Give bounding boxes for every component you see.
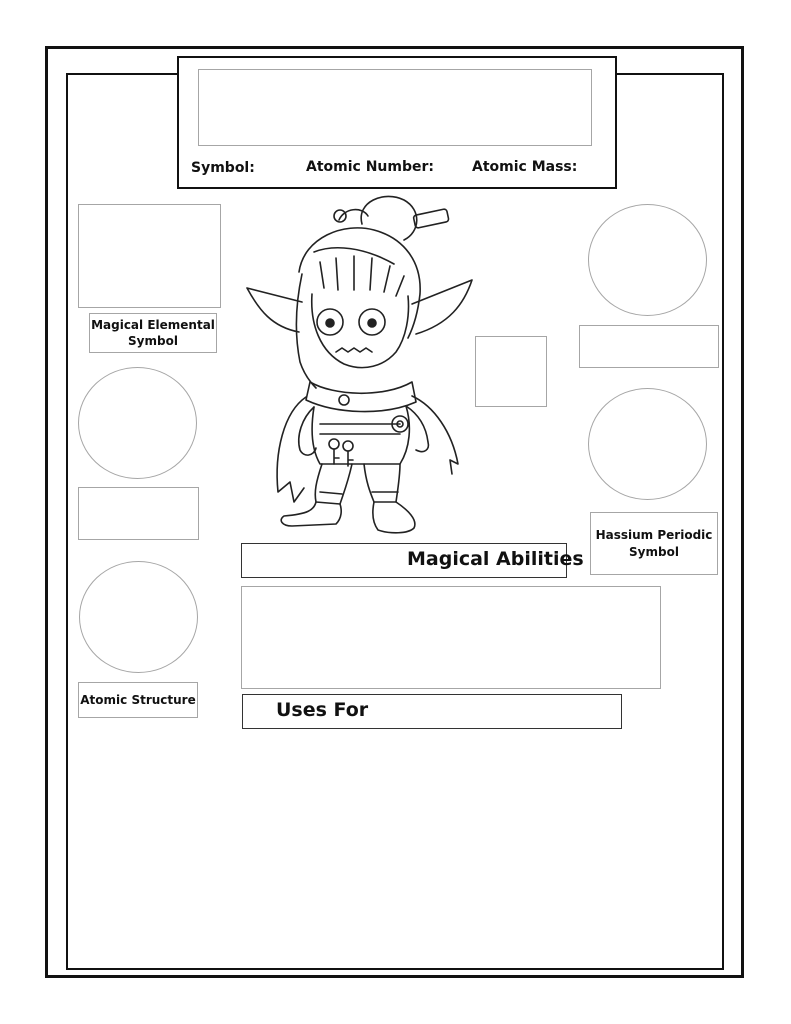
belt — [320, 424, 400, 434]
magical-abilities-label: Magical Abilities — [407, 548, 584, 570]
atomic-mass-label: Atomic Mass: — [472, 159, 578, 175]
right-boot — [373, 502, 415, 533]
hassium-periodic-symbol-caption: Hassium Periodic Symbol — [590, 512, 718, 575]
magical-abilities-field[interactable] — [241, 586, 661, 689]
scarf — [306, 382, 416, 412]
right-ear — [412, 280, 472, 334]
torso — [312, 406, 409, 464]
symbol-label: Symbol: — [191, 160, 255, 176]
left-leg — [315, 464, 352, 504]
magical-symbol-drawing-box[interactable] — [78, 204, 221, 308]
fang-mouth — [336, 348, 372, 352]
magical-abilities-banner — [241, 543, 584, 578]
cape-left — [277, 397, 306, 502]
right-circle-1[interactable] — [588, 204, 707, 316]
hassium-symbol-circle[interactable] — [588, 388, 707, 500]
face — [312, 294, 409, 368]
magical-elemental-symbol-caption: Magical Elemental Symbol — [89, 313, 217, 353]
uses-for-label: Uses For — [276, 699, 369, 721]
left-circle-1[interactable] — [78, 367, 197, 479]
element-name-field[interactable] — [198, 69, 592, 146]
center-small-box[interactable] — [475, 336, 547, 407]
right-leg — [364, 464, 400, 502]
left-ear — [247, 288, 302, 332]
left-rect-field[interactable] — [78, 487, 199, 540]
atomic-structure-caption: Atomic Structure — [78, 682, 198, 718]
left-boot — [281, 502, 341, 526]
hair-bun — [361, 196, 417, 240]
goblin-character-illustration — [244, 192, 474, 537]
atomic-number-label: Atomic Number: — [306, 159, 434, 175]
atomic-structure-circle[interactable] — [79, 561, 198, 673]
key-hairclip — [413, 209, 449, 229]
cape-right — [412, 396, 458, 474]
right-rect-field[interactable] — [579, 325, 719, 368]
uses-for-banner — [242, 694, 622, 729]
